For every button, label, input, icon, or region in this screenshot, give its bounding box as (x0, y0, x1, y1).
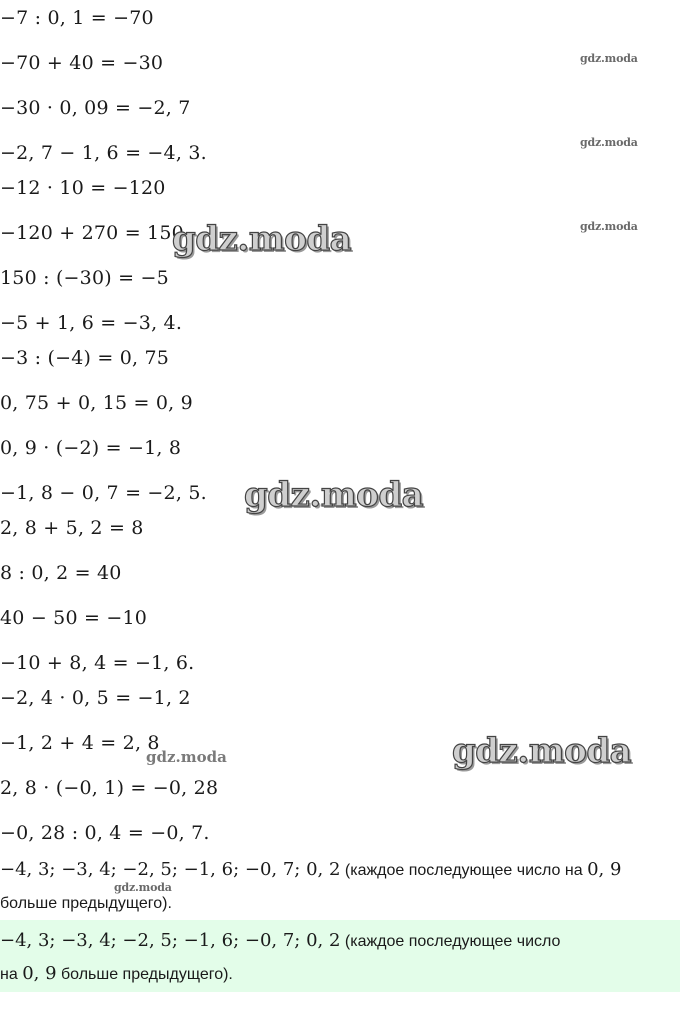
watermark-logo: gdz.moda (580, 52, 638, 65)
watermark-logo: gdz.moda (146, 748, 227, 766)
watermark-logo: gdz.moda (172, 219, 352, 259)
solution-line: −7 : 0, 1 = −70 (0, 7, 154, 29)
solution-line: 40 − 50 = −10 (0, 607, 148, 629)
solution-line: −120 + 270 = 150 (0, 222, 184, 244)
solution-line: 2, 8 · (−0, 1) = −0, 28 (0, 777, 219, 799)
watermark-logo: gdz.moda (580, 220, 638, 233)
highlighted-step: 0, 9 (22, 963, 57, 984)
highlighted-line2-prefix: на (0, 966, 23, 983)
highlighted-note-suffix: больше предыдущего). (56, 966, 233, 983)
solution-line: −1, 2 + 4 = 2, 8 (0, 732, 160, 754)
watermark-logo: gdz.moda (452, 731, 632, 771)
solution-line: −5 + 1, 6 = −3, 4. (0, 312, 183, 334)
solution-line: −0, 28 : 0, 4 = −0, 7. (0, 822, 210, 844)
solution-line: 8 : 0, 2 = 40 (0, 562, 122, 584)
answer-step: 0, 9 (587, 859, 622, 880)
answer-note-suffix: больше предыдущего). (0, 895, 172, 912)
solution-line: −2, 4 · 0, 5 = −1, 2 (0, 687, 191, 709)
watermark-logo: gdz.moda (580, 136, 638, 149)
answer-sequence: −4, 3; −3, 4; −2, 5; −1, 6; −0, 7; 0, 2 (0, 859, 341, 880)
solution-line: −10 + 8, 4 = −1, 6. (0, 652, 195, 674)
watermark-logo: gdz.moda (244, 475, 424, 515)
highlighted-answer (0, 925, 676, 991)
solution-line: −70 + 40 = −30 (0, 52, 164, 74)
solution-line: −30 · 0, 09 = −2, 7 (0, 97, 191, 119)
solution-line: 0, 9 · (−2) = −1, 8 (0, 437, 182, 459)
solution-line: 2, 8 + 5, 2 = 8 (0, 517, 144, 539)
solution-line: −12 · 10 = −120 (0, 177, 166, 199)
solution-line: −2, 7 − 1, 6 = −4, 3. (0, 142, 207, 164)
highlighted-sequence: −4, 3; −3, 4; −2, 5; −1, 6; −0, 7; 0, 2 (0, 930, 341, 951)
solution-line: 150 : (−30) = −5 (0, 267, 169, 289)
answer-paragraph (0, 854, 676, 920)
solution-line: 0, 75 + 0, 15 = 0, 9 (0, 392, 193, 414)
solution-line: −3 : (−4) = 0, 75 (0, 347, 170, 369)
watermark-logo: gdz.moda (114, 881, 172, 894)
answer-note-prefix: (каждое последующее число на (340, 862, 588, 879)
highlighted-note-prefix: (каждое последующее число (340, 933, 561, 950)
solution-line: −1, 8 − 0, 7 = −2, 5. (0, 482, 207, 504)
